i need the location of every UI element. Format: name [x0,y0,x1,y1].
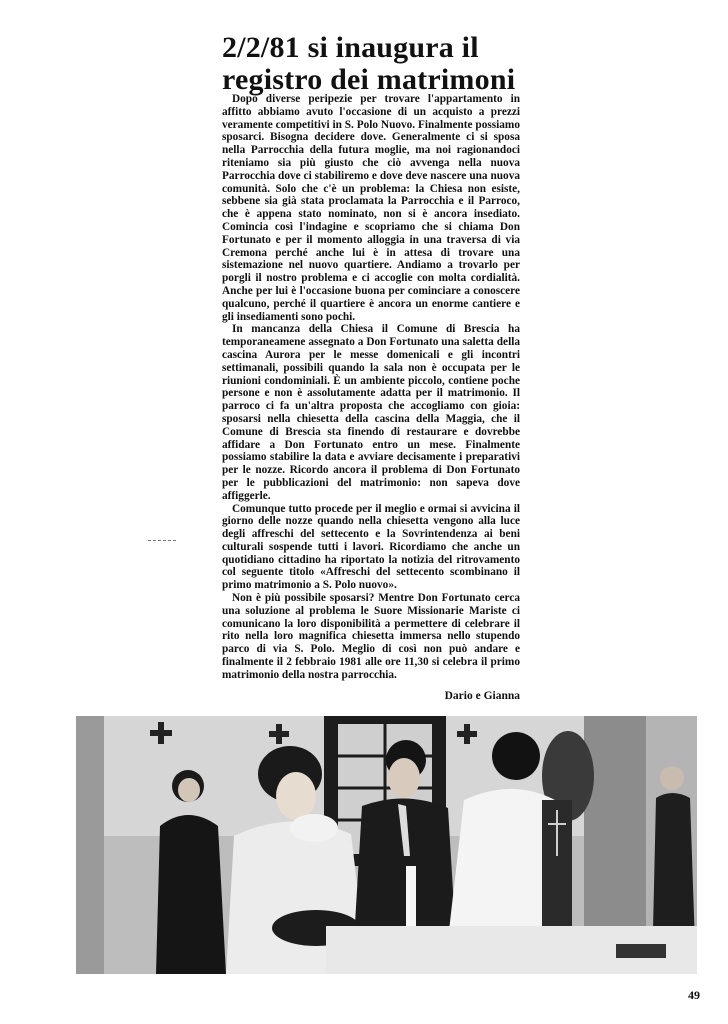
article-signature: Dario e Gianna [444,690,520,702]
wedding-photo [76,716,697,974]
paragraph-4: Non è più possibile sposarsi? Mentre Don Fortunato cerca una soluzione al problema le Suore Missionarie Mariste ci comunicano la loro disponibilità a permettere di celebrare il rito nella loro magnifica chiesetta immersa nello stupendo parco di via S. Polo. Meglio di così non può andare e finalmente il 2 febbraio 1981 alle ore 11,30 si celebra il primo matrimonio della nostra parrocchia. [222,592,520,681]
article-body [222,93,520,682]
margin-mark [148,540,176,541]
title-line-2: registro dei matrimoni [222,63,516,96]
article-title [222,32,542,96]
page-number: 49 [688,988,700,1002]
paragraph-2: In mancanza della Chiesa il Comune di Brescia ha temporaneamene assegnato a Don Fortunato una saletta della cascina Aurora per le messe domenicali e gli incontri settimanali, possibili quando la sala non è occupata per le riunioni condominiali. È un ambiente piccolo, contiene poche persone e non è assolutamente adatta per il matrimonio. Il parroco ci fa un'altra proposta che accogliamo con gioia: sposarsi nella chiesetta della cascina della Maggia, che il Comune di Brescia sta finendo di restaurare e dovrebbe affidare a Don Fortunato entro un mese. Finalmente possiamo stabilire la data e avviare decisamente i preparativi per le nozze. Ricordo ancora il problema di Don Fortunato per le pubblicazioni del matrimonio: non sapeva dove affiggerle. [222,323,520,502]
paragraph-1: Dopo diverse peripezie per trovare l'appartamento in affitto abbiamo avuto l'occasione di un acquisto a prezzi veramente competitivi in S. Polo Nuovo. Finalmente possiamo sposarci. Bisogna decidere dove. Generalmente ci si sposa nella Parrocchia della futura moglie, ma noi ragionandoci riteniamo sia più giusto che ciò avvenga nella nuova Parrocchia dove ci stabiliremo e dove deve nascere una nuova comunità. Solo che c'è un problema: la Chiesa non esiste, sebbene sia già stata proclamata la Parrocchia e il Parroco, che è appena stato nominato, non si è ancora insediato. Comincia così l'indagine e scopriamo che si chiama Don Fortunato e per il momento alloggia in una traversa di via Cremona perché anche lui è in attesa di trovare una sistemazione nel nuovo quartiere. Andiamo a trovarlo per porgli il nostro problema e ci accoglie con molta cordialità. Anche per lui è l'occasione buona per cominciare a conoscere qualcuno, perché il quartiere è ancora un enorme cantiere e gli insediamenti sono pochi. [222,93,520,323]
wedding-photo-illustration [76,716,697,974]
title-line-1: 2/2/81 si inaugura il [222,31,479,64]
paragraph-3: Comunque tutto procede per il meglio e ormai si avvicina il giorno delle nozze quando nella chiesetta vengono alla luce degli affreschi del settecento e la Sovrintendenza ai beni culturali sospende tutti i lavori. Ricordiamo che anche un quotidiano cittadino ha riportato la notizia del ritrovamento col seguente titolo «Affreschi del settecento scombinano il primo matrimonio a S. Polo nuovo». [222,502,520,592]
